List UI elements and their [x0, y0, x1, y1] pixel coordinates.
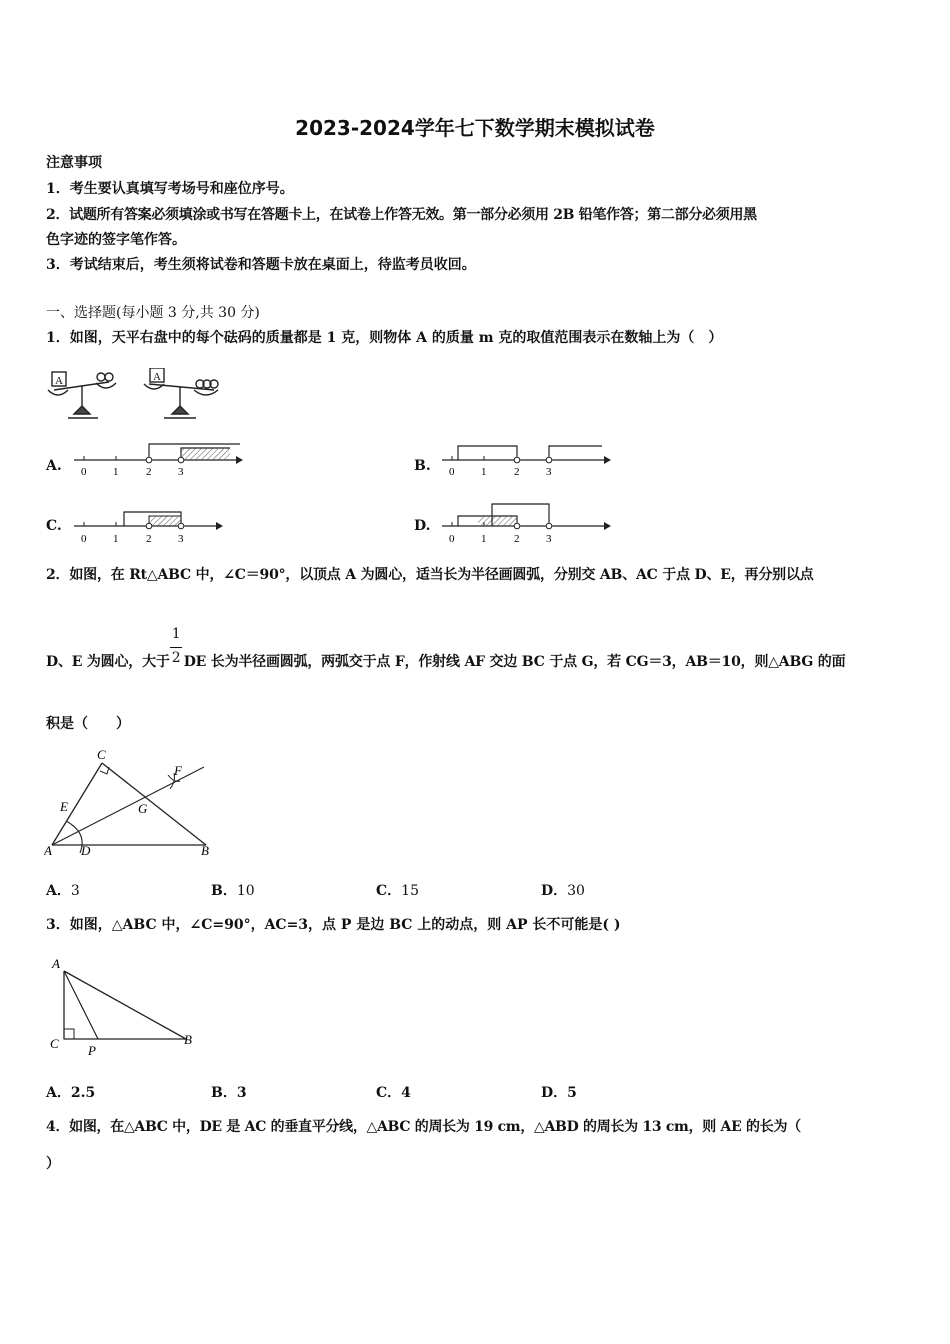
option-letter: B．: [211, 1085, 237, 1101]
tick-3: 3: [546, 466, 552, 478]
q3-option-a: [46, 1082, 95, 1102]
q2-line1: 2．如图，在 Rt△ABC 中，∠C＝90°，以顶点 A 为圆心，适当长为半径画圆弧，分别交 AB、AC 于点 D、E，再分别以点: [46, 567, 814, 583]
q2-line3: 积是（ ）: [46, 716, 130, 732]
label-f: F: [174, 763, 182, 778]
option-value: 3: [236, 1085, 247, 1101]
q1-option-d-label: D.: [414, 518, 431, 534]
option-value: 3: [70, 883, 80, 899]
option-value: 15: [401, 883, 419, 899]
tick-2: 2: [146, 533, 152, 544]
option-letter: A．: [46, 883, 71, 899]
q3-stem: 3．如图，△ABC 中，∠C=90°，AC=3，点 P 是边 BC 上的动点，则 AP 长不可能是( ): [46, 917, 621, 933]
section-heading: 一、选择题(每小题 3 分,共 30 分): [46, 305, 260, 321]
notice-heading: 注意事项: [46, 155, 102, 171]
option-value: 5: [567, 1085, 577, 1101]
balance-1-label: A: [55, 375, 63, 387]
label-g: G: [138, 801, 148, 816]
tick-1: 1: [481, 466, 487, 478]
option-value: 10: [236, 883, 255, 899]
option-letter: C．: [376, 883, 402, 899]
label-c: C: [97, 747, 106, 762]
tick-1: 1: [113, 533, 119, 544]
q2-option-c: [376, 880, 419, 900]
notice-item-2: 2．试题所有答案必须填涂或书写在答题卡上，在试卷上作答无效。第一部分必须用 2B 铅笔作答；第二部分必须用黑: [46, 207, 757, 223]
q1-number-line-a: [70, 438, 250, 480]
label-e: E: [60, 799, 68, 814]
q1-option-c-label: C.: [46, 518, 62, 534]
label-b: B: [201, 843, 209, 858]
q1-number-line-c: [70, 500, 250, 544]
tick-3: 3: [546, 533, 552, 544]
tick-0: 0: [449, 466, 455, 478]
balance-2-label: A: [153, 371, 161, 383]
q1-stem: 1．如图，天平右盘中的每个砝码的质量都是 1 克，则物体 A 的质量 m 克的取值范围表示在数轴上为（ ）: [46, 330, 723, 346]
option-letter: D．: [541, 883, 568, 899]
tick-3: 3: [178, 466, 184, 478]
page-title: 2023-2024学年七下数学期末模拟试卷: [295, 116, 655, 140]
tick-2: 2: [146, 466, 152, 478]
q3-option-d: [541, 1082, 577, 1102]
notice-item-1: 1．考生要认真填写考场号和座位序号。: [46, 181, 294, 197]
tick-1: 1: [481, 533, 487, 544]
q3-option-b: [211, 1082, 247, 1102]
tick-2: 2: [514, 533, 520, 544]
option-value: 4: [401, 1085, 411, 1101]
q1-option-b-label: B.: [414, 458, 431, 474]
tick-0: 0: [449, 533, 455, 544]
q3-option-c: [376, 1082, 411, 1102]
tick-1: 1: [113, 466, 119, 478]
notice-item-2-cont: 色字迹的签字笔作答。: [46, 232, 186, 248]
label-a: A: [44, 843, 52, 858]
q1-balance-figure: [44, 368, 224, 428]
q4-line1: 4．如图，在△ABC 中，DE 是 AC 的垂直平分线，△ABC 的周长为 19 cm，△ABD 的周长为 13 cm，则 AE 的长为（: [46, 1119, 801, 1135]
q2-option-d: [541, 880, 585, 900]
tick-2: 2: [514, 466, 520, 478]
q1-number-line-b: [438, 438, 618, 480]
label-a: A: [52, 956, 60, 971]
fraction-num: 1: [171, 626, 181, 642]
q2-line2: [46, 626, 846, 671]
option-letter: A．: [46, 1085, 71, 1101]
q2-line2-pre: D、E 为圆心，大于: [46, 654, 170, 670]
q2-option-a: [46, 880, 80, 900]
tick-0: 0: [81, 533, 87, 544]
label-d: D: [81, 843, 91, 858]
tick-3: 3: [178, 533, 184, 544]
q3-triangle-figure: [44, 955, 204, 1060]
q1-number-line-d: [438, 500, 618, 544]
option-value: 2.5: [70, 1085, 96, 1101]
q2-option-b: [211, 880, 255, 900]
option-value: 30: [567, 883, 585, 899]
option-letter: B．: [211, 883, 237, 899]
q2-line2-post: DE 长为半径画圆弧，两弧交于点 F，作射线 AF 交边 BC 于点 G，若 CG＝3，AB＝10，则△ABG 的面: [183, 654, 846, 670]
notice-item-3: 3．考试结束后，考生须将试卷和答题卡放在桌面上，待监考员收回。: [46, 257, 476, 273]
tick-0: 0: [81, 466, 87, 478]
label-p: P: [88, 1043, 96, 1058]
option-letter: D．: [541, 1085, 568, 1101]
option-letter: C．: [376, 1085, 402, 1101]
label-b: B: [184, 1032, 192, 1047]
q2-triangle-figure: [44, 745, 219, 860]
q4-line2: ）: [46, 1156, 60, 1172]
fraction-den: 2: [171, 650, 181, 666]
label-c: C: [50, 1036, 59, 1051]
fraction-half: [170, 626, 184, 666]
q1-option-a-label: A.: [46, 458, 62, 474]
